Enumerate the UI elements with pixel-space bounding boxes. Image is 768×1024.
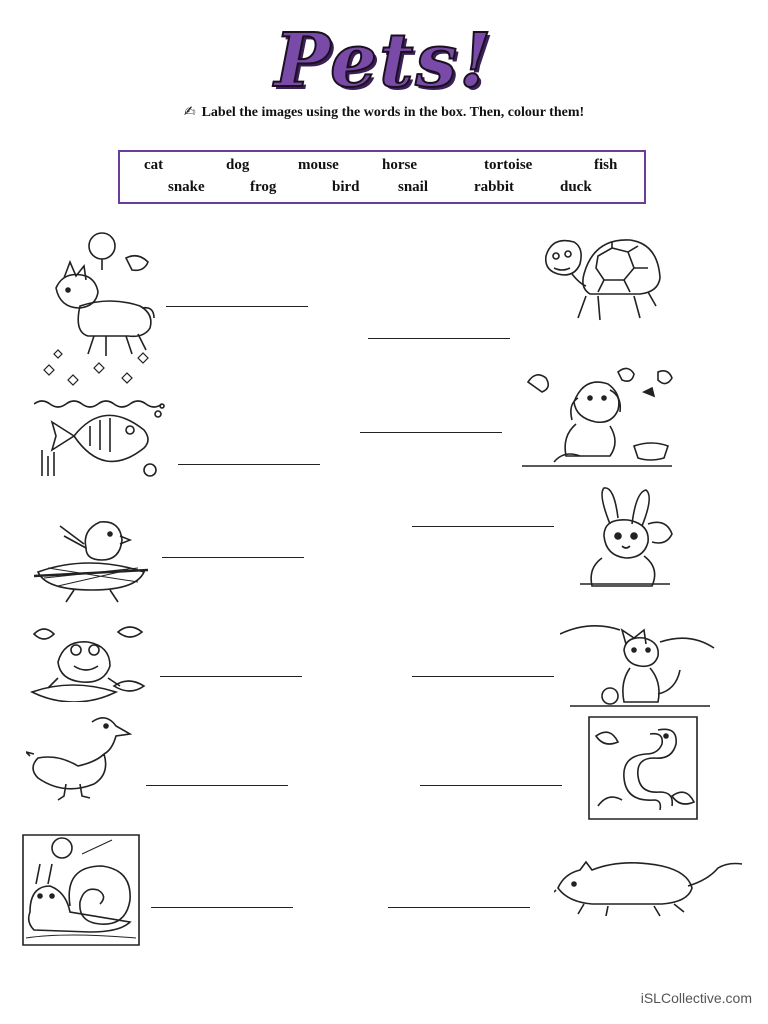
page-title: Pets! <box>274 18 494 104</box>
word-duck: duck <box>560 179 592 195</box>
pencil-icon: ✍ <box>183 104 196 120</box>
word-snail: snail <box>398 179 429 195</box>
duck-illustration <box>26 712 132 804</box>
instruction-line <box>0 104 768 121</box>
answer-blank-4[interactable] <box>178 464 320 465</box>
word-cat: cat <box>144 157 164 173</box>
fish-illustration <box>34 396 168 482</box>
word-dog: dog <box>226 157 250 173</box>
answer-blank-2[interactable] <box>368 338 510 339</box>
answer-blank-11[interactable] <box>151 907 293 908</box>
word-frog: frog <box>250 179 277 195</box>
word-horse: horse <box>382 157 417 173</box>
bird-illustration <box>34 506 148 604</box>
answer-blank-12[interactable] <box>388 907 530 908</box>
cat-illustration <box>560 614 716 710</box>
instruction-text: Label the images using the words in the box. Then, colour them! <box>201 105 585 120</box>
mouse-illustration <box>554 848 744 920</box>
word-snake: snake <box>168 179 205 195</box>
answer-blank-1[interactable] <box>166 306 308 307</box>
dog-illustration <box>518 362 678 472</box>
frog-illustration <box>30 622 146 702</box>
footer-watermark: iSLCollective.com <box>640 990 752 1006</box>
answer-blank-10[interactable] <box>420 785 562 786</box>
answer-blank-8[interactable] <box>412 676 554 677</box>
rabbit-illustration <box>574 484 676 594</box>
answer-blank-9[interactable] <box>146 785 288 786</box>
snail-illustration <box>22 834 140 946</box>
answer-blank-5[interactable] <box>412 526 554 527</box>
word-tortoise: tortoise <box>484 157 533 173</box>
word-box <box>118 150 646 204</box>
tortoise-illustration <box>536 226 662 336</box>
answer-blank-7[interactable] <box>160 676 302 677</box>
word-rabbit: rabbit <box>474 179 515 195</box>
word-mouse: mouse <box>298 157 339 173</box>
word-bird: bird <box>332 179 360 195</box>
snake-illustration <box>588 716 698 820</box>
answer-blank-6[interactable] <box>162 557 304 558</box>
word-fish: fish <box>594 157 618 173</box>
answer-blank-3[interactable] <box>360 432 502 433</box>
horse-illustration <box>34 230 156 386</box>
